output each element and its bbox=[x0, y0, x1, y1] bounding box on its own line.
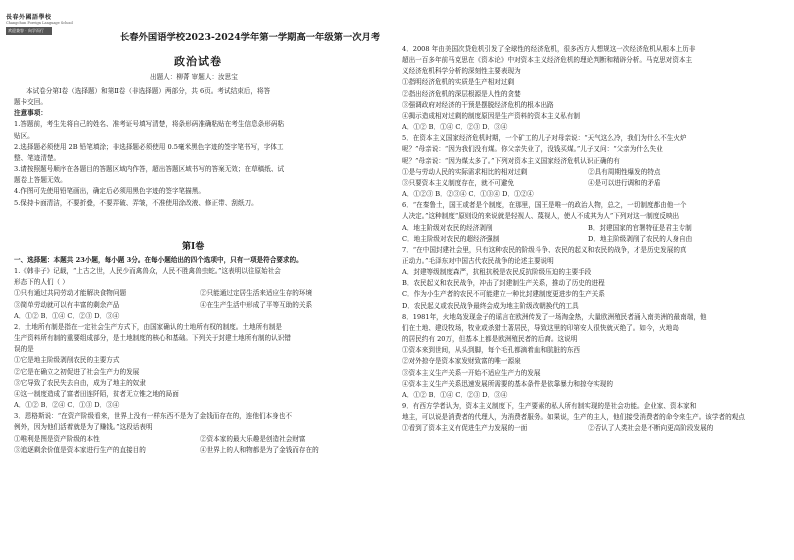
option-row bbox=[402, 223, 774, 234]
question-line: 正动力。”毛泽东对中国古代农民战争的论述主要说明 bbox=[402, 256, 554, 265]
question-line: ④揭示造成相对过剩的制度原因是生产资料的资本主义私有制 bbox=[402, 111, 581, 120]
question-line: B．农民起义和农民战争，冲击了封建制生产关系，推动了历史的进程 bbox=[402, 279, 605, 288]
question-line: A．①②③ B．②③④ C．①③④ D．①②④ bbox=[402, 190, 534, 199]
question-line: 9．有西方学者认为，资本主义制度下，生产要素的私人所有制实现的是社会功能。企业家、资本家和 bbox=[402, 402, 697, 410]
question-line: ③资本主义生产关系一开始不适应生产力的发展 bbox=[402, 368, 541, 377]
question-line: 呢？”母亲说：“因为煤太多了。”下列对资本主义国家经济危机认识正确的有 bbox=[402, 156, 620, 165]
school-title: 长春外国语学校2023-2024学年第一学期高一年级第一次月考 bbox=[120, 32, 381, 43]
option-row bbox=[402, 423, 774, 434]
question-line: ②对外掠夺是资本家发财致富的唯一源泉 bbox=[402, 357, 521, 366]
option-text: ①看到了资本主义有促进生产力发展的一面 bbox=[402, 424, 528, 433]
option-text: D．地主阶级剥削了农民的人身自由 bbox=[588, 234, 693, 243]
instruction-line: 注意事项： bbox=[14, 109, 47, 118]
instructions bbox=[14, 86, 386, 209]
option-row bbox=[14, 288, 386, 299]
option-text: ①只有通过共同劳动才能解决食物问题 bbox=[14, 289, 127, 298]
question-line: ④资本主义生产关系迅速发展所需要的基本条件是依靠暴力和掠夺实现的 bbox=[402, 379, 613, 388]
section-title: 第Ⅰ卷 bbox=[182, 242, 205, 252]
question-line: ④这一制度造成了富者田连阡陌，贫者无立锥之地的局面 bbox=[14, 389, 179, 398]
instruction-line: 2.选择题必须使用 2B 铅笔填涂；非选择题必须使用 0.5毫米黑色字迹的签字笔书写，字体工 bbox=[14, 142, 284, 151]
question-line: 3．恩格斯说：“在资产阶级看来，世界上没有一样东西不是为了金钱而存在的，连他们本身也不 bbox=[14, 412, 292, 421]
instruction-line: 1.答题前，考生先将自己的姓名、准考证号填写清楚，将条形码准确粘贴在考生信息条形码粘 bbox=[14, 120, 285, 129]
instruction-line: 3.请按照题号顺序在各题目的答题区域内作答，超出答题区域书写的答案无效；在草稿纸、试 bbox=[14, 165, 285, 174]
right-column-questions bbox=[402, 44, 774, 434]
question-line: 1.《韩非子》记载，“上古之世，人民少而禽兽众，人民不胜禽兽虫蛇。”这表明以往原始社会 bbox=[14, 267, 281, 276]
question-line: 呢？”母亲说：“因为我们没有煤。你父亲失业了，没钱买煤。”儿子又问：“父亲为什么失业 bbox=[402, 145, 663, 154]
question-line: 超出一百多年前马克思在《资本论》中对资本主义经济危机的理论判断和精辟分析。马克思对资本主 bbox=[402, 56, 693, 65]
instruction-line: 5.保持卡面清洁，不要折叠，不要弄破、弄皱，不准使用涂改液、修正带、刮纸刀。 bbox=[14, 198, 258, 207]
question-line: 一、选择题：本题共 23小题，每小题 3分。在每小题给出的四个选项中，只有一项是符合要求的。 bbox=[14, 256, 303, 264]
option-text: ③追逐剩余价值是资本家进行生产的直接目的 bbox=[14, 445, 146, 454]
option-text: ②具有周期性爆发的特点 bbox=[588, 167, 661, 176]
option-row bbox=[402, 178, 774, 189]
question-line: 4．2008 年由美国次贷危机引发了全球性的经济危机，很多西方人想规这一次经济危机从根本上历非 bbox=[402, 45, 696, 53]
instruction-line: 题卡交回。 bbox=[14, 98, 47, 107]
option-text: ④在生产生活中形成了平等互助的关系 bbox=[200, 300, 313, 309]
question-line: A．①② B．②④ C．①③ D．③④ bbox=[14, 401, 120, 410]
option-text: ②资本家的最大乐趣是创造社会财富 bbox=[200, 434, 306, 443]
question-line: ②它是在确立之初促进了社会生产力的发展 bbox=[14, 367, 140, 376]
option-text: C．地主阶级对农民的超经济强制 bbox=[402, 234, 500, 243]
question-line: 义经济危机科学分析的深刻性主要表现为 bbox=[402, 67, 521, 76]
exam-makers: 出题人：柳菁 审题人：汝思宝 bbox=[150, 73, 238, 81]
option-text: ④世界上的人和物都是为了金钱而存在的 bbox=[200, 445, 319, 454]
question-line: D．农民起义或农民战争最终会成为地主阶级改朝换代的工具 bbox=[402, 301, 579, 310]
option-row bbox=[402, 167, 774, 178]
question-line: 2．土地所有制是指在一定社会生产方式下，由国家确认的土地所有权的制度。土地所有制是 bbox=[14, 322, 282, 331]
logo-title: 長春外國語學校 bbox=[6, 14, 52, 21]
option-text: ②只能通过定居生活来适应生存的环境 bbox=[200, 289, 313, 298]
question-line: 7．“在中国封建社会里，只有这种农民的阶级斗争、农民的起义和农民的战争，才是历史发展的真 bbox=[402, 245, 687, 254]
option-text: ④是可以进行调和的矛盾 bbox=[588, 178, 661, 187]
question-line: ①资本来到世间，从头到脚，每个毛孔都滴着血和肮脏的东西 bbox=[402, 346, 581, 355]
instruction-line: 贴区。 bbox=[14, 131, 34, 140]
question-line: 生产资料所有制的重要组成部分，是土地制度的核心和基础。下列关于封建土地所有制的认识错 bbox=[14, 334, 291, 343]
option-row bbox=[14, 434, 386, 445]
question-line: 们在土地、建设牧场，牧业或杀猎土著居民，导致这里的印第安人很快就灭绝了。如今，火地岛 bbox=[402, 323, 679, 332]
question-line: 人决定。”这种制度“原则设的来说就是轻视人、蔑视人，使人不成其为人”下列对这一制度反映出 bbox=[402, 212, 680, 221]
question-line: 误的是 bbox=[14, 345, 34, 354]
subject-title: 政治试卷 bbox=[174, 55, 222, 68]
instruction-line: 本试卷分第Ⅰ卷（选择题）和第Ⅱ卷（非选择题）两部分，共 6页。考试结束后，将答 bbox=[26, 87, 271, 95]
question-line: ②指出经济危机的深层根源是人性的贪婪 bbox=[402, 89, 521, 98]
option-row bbox=[14, 300, 386, 311]
option-row bbox=[402, 234, 774, 245]
question-line: A．封建等级制度森严，抗租抗税是农民反抗阶级压迫的主要手段 bbox=[402, 268, 592, 277]
question-line: ①指明经济危机的实质是生产相对过剩 bbox=[402, 78, 515, 87]
question-line: 5．在资本主义国家经济危机时期，一个矿工的儿子对母亲说：“天气这么冷，我们为什么不生火炉 bbox=[402, 134, 687, 143]
instruction-line: 题卷上答题无效。 bbox=[14, 176, 67, 185]
option-text: B．封建国家的官署特征是君主专制 bbox=[588, 223, 692, 232]
school-logo bbox=[6, 12, 90, 52]
option-text: ③只要资本主义制度存在，就不可避免 bbox=[402, 178, 515, 187]
question-line: 8．1981年，火地岛发现金子的谣言在欧洲传发了一场淘金热，大量欧洲殖民者涌入南美洲的最南端，他 bbox=[402, 312, 707, 321]
option-text: ③简单劳动就可以有丰富的剩余产品 bbox=[14, 300, 120, 309]
instruction-line: 4.作图可先使用铅笔画出，确定后必须用黑色字迹的签字笔描黑。 bbox=[14, 187, 205, 196]
question-line: A．①② B．①④ C．②③ D．③④ bbox=[402, 123, 508, 132]
question-line: 的居民约有 20万，但基本上都是欧洲殖民者的后裔。这说明 bbox=[402, 335, 578, 344]
question-line: 例外，因为他们活着就是为了赚钱。”这段话表明 bbox=[14, 423, 153, 432]
option-row bbox=[14, 445, 386, 456]
logo-badge: 欢迎兼容 · 向学而行 bbox=[6, 27, 52, 35]
option-text: ①唯利是图是资产阶级的本性 bbox=[14, 434, 100, 443]
question-line: 形态下的人们（ ） bbox=[14, 278, 69, 287]
question-line: ③强调政府对经济的干预是摆脱经济危机的根本出路 bbox=[402, 100, 554, 109]
question-line: A．①② B．①④ C．②③ D．③④ bbox=[402, 390, 508, 399]
question-line: 6．“在秦鲁土，国王或者是个制度，在那里，国王是唯一的政治人物，总之，一切制度都由他一个 bbox=[402, 201, 687, 210]
option-text: A．地主阶级对农民的经济剥削 bbox=[402, 223, 493, 232]
left-column-questions bbox=[14, 255, 386, 456]
option-text: ①是与劳动人民的实际需求相比的相对过剩 bbox=[402, 167, 528, 176]
logo-subtitle: Changchun Foreign Language School bbox=[6, 21, 73, 25]
question-line: A．①② B．①④ C．②③ D．③④ bbox=[14, 311, 120, 320]
question-line: ①它是地主阶级剥削农民的主要方式 bbox=[14, 356, 120, 365]
instruction-line: 整、笔迹清楚。 bbox=[14, 153, 61, 162]
question-line: C．作为小生产者的农民不可能建立一种比封建制度更进步的生产关系 bbox=[402, 290, 605, 299]
question-line: 地主，可以说是消费者的代理人，为消费者服务。如果说，生产的主人，他们接受消费者的命令来生产。该学者的观点 bbox=[402, 413, 745, 422]
option-text: ②否认了人类社会是不断向更高阶段发展的 bbox=[588, 424, 714, 433]
question-line: ③它导致了农民失去自由，成为了地主的奴隶 bbox=[14, 378, 146, 387]
